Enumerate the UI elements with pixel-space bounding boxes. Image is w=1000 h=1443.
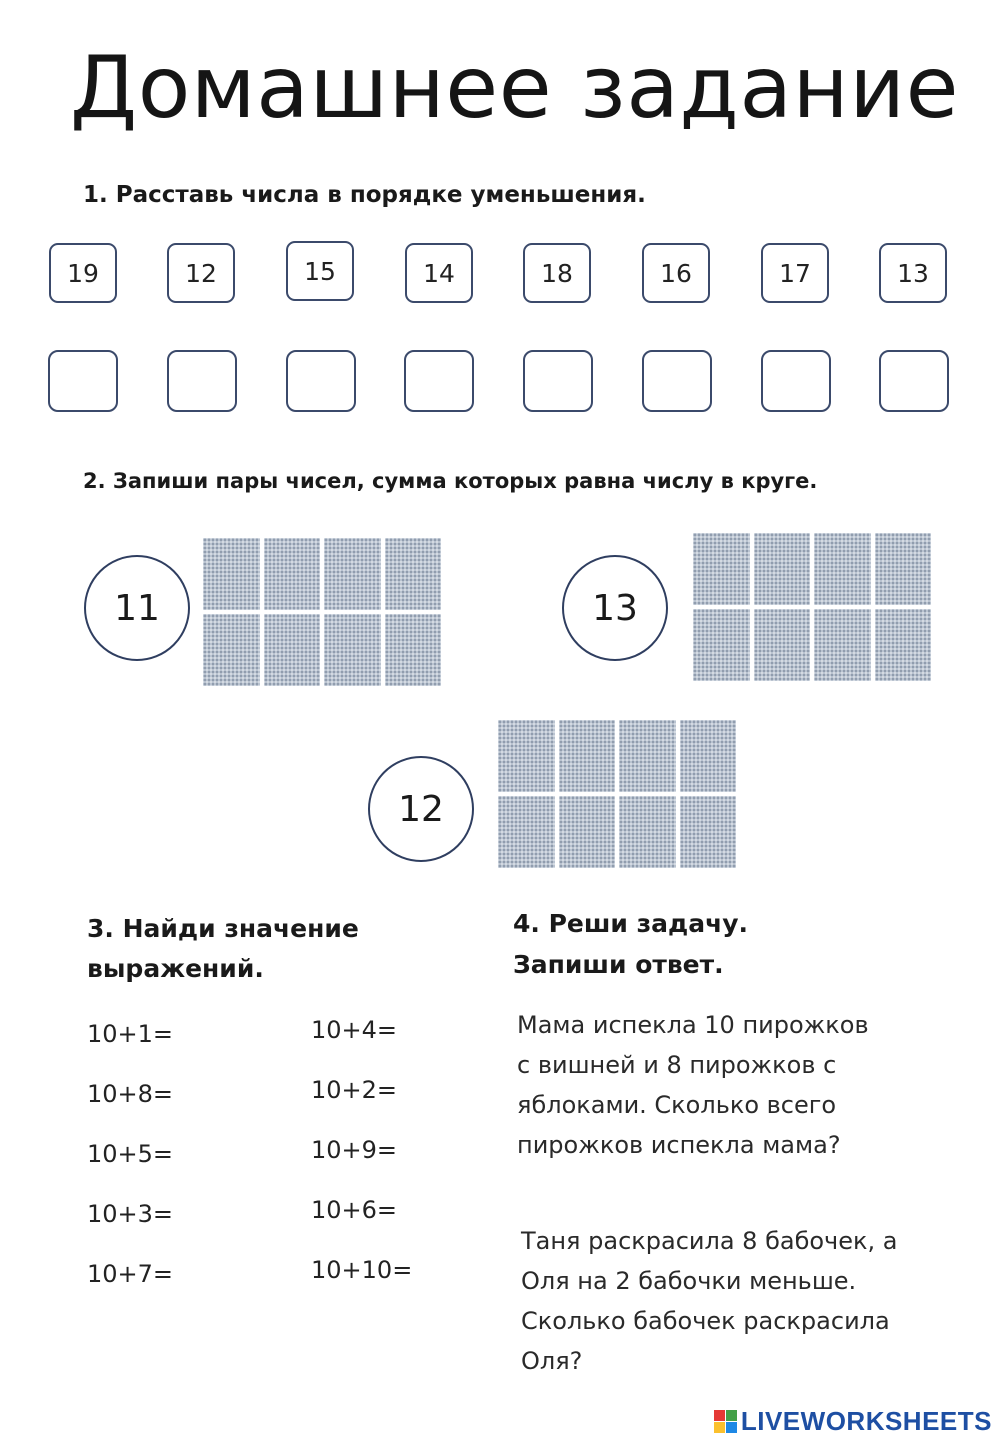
problem-line: с вишней и 8 пирожков с bbox=[517, 1051, 837, 1079]
task3-heading-line1: 3. Найди значение bbox=[87, 914, 359, 943]
logo-blocks-icon bbox=[714, 1410, 737, 1433]
number-box: 14 bbox=[405, 243, 473, 303]
sum-circle: 11 bbox=[84, 555, 190, 661]
liveworksheets-logo bbox=[714, 1406, 992, 1437]
pairs-answer-grid[interactable] bbox=[498, 720, 736, 868]
pairs-answer-grid[interactable] bbox=[693, 533, 931, 681]
logo-block bbox=[714, 1410, 725, 1421]
answer-cell[interactable] bbox=[385, 614, 442, 686]
answer-cell[interactable] bbox=[814, 609, 871, 681]
answer-cell[interactable] bbox=[559, 796, 616, 868]
word-problem-2 bbox=[521, 1221, 897, 1381]
pairs-answer-grid[interactable] bbox=[203, 538, 441, 686]
answer-cell[interactable] bbox=[680, 796, 737, 868]
answer-box[interactable] bbox=[286, 350, 356, 412]
expression: 10+1= bbox=[87, 1020, 174, 1048]
expression: 10+10= bbox=[311, 1256, 413, 1284]
answer-cell[interactable] bbox=[203, 538, 260, 610]
answer-cell[interactable] bbox=[754, 609, 811, 681]
answer-cell[interactable] bbox=[498, 720, 555, 792]
answer-cell[interactable] bbox=[264, 614, 321, 686]
brand-name: LIVEWORKSHEETS bbox=[740, 1406, 992, 1436]
answer-cell[interactable] bbox=[203, 614, 260, 686]
answer-cell[interactable] bbox=[385, 538, 442, 610]
expression: 10+7= bbox=[87, 1260, 174, 1288]
number-box: 15 bbox=[286, 241, 354, 301]
answer-cell[interactable] bbox=[324, 614, 381, 686]
task4-heading-line2: Запиши ответ. bbox=[513, 950, 724, 979]
answer-box[interactable] bbox=[48, 350, 118, 412]
answer-cell[interactable] bbox=[693, 609, 750, 681]
number-box: 19 bbox=[49, 243, 117, 303]
problem-line: Мама испекла 10 пирожков bbox=[517, 1011, 869, 1039]
expression: 10+3= bbox=[87, 1200, 174, 1228]
answer-cell[interactable] bbox=[264, 538, 321, 610]
task4-heading-line1: 4. Реши задачу. bbox=[513, 909, 749, 938]
answer-cell[interactable] bbox=[875, 609, 932, 681]
logo-block bbox=[726, 1410, 737, 1421]
number-box: 13 bbox=[879, 243, 947, 303]
sum-circle: 13 bbox=[562, 555, 668, 661]
problem-line: Сколько бабочек раскрасила bbox=[521, 1307, 890, 1335]
number-box: 16 bbox=[642, 243, 710, 303]
number-box: 18 bbox=[523, 243, 591, 303]
expression: 10+4= bbox=[311, 1016, 398, 1044]
answer-cell[interactable] bbox=[875, 533, 932, 605]
problem-line: Оля на 2 бабочки меньше. bbox=[521, 1267, 857, 1295]
expression: 10+9= bbox=[311, 1136, 398, 1164]
answer-cell[interactable] bbox=[814, 533, 871, 605]
logo-block bbox=[726, 1422, 737, 1433]
expression: 10+2= bbox=[311, 1076, 398, 1104]
task2-heading: 2. Запиши пары чисел, сумма которых равна числу в круге. bbox=[83, 469, 818, 493]
answer-cell[interactable] bbox=[680, 720, 737, 792]
answer-box[interactable] bbox=[879, 350, 949, 412]
expression: 10+5= bbox=[87, 1140, 174, 1168]
problem-line: яблоками. Сколько всего bbox=[517, 1091, 837, 1119]
answer-cell[interactable] bbox=[693, 533, 750, 605]
answer-cell[interactable] bbox=[619, 720, 676, 792]
expression: 10+8= bbox=[87, 1080, 174, 1108]
word-problem-1 bbox=[517, 1005, 869, 1165]
problem-line: Оля? bbox=[521, 1347, 583, 1375]
answer-cell[interactable] bbox=[324, 538, 381, 610]
answer-box[interactable] bbox=[642, 350, 712, 412]
number-box: 12 bbox=[167, 243, 235, 303]
answer-cell[interactable] bbox=[559, 720, 616, 792]
problem-line: пирожков испекла мама? bbox=[517, 1131, 841, 1159]
answer-box[interactable] bbox=[404, 350, 474, 412]
expression: 10+6= bbox=[311, 1196, 398, 1224]
answer-cell[interactable] bbox=[498, 796, 555, 868]
answer-cell[interactable] bbox=[754, 533, 811, 605]
problem-line: Таня раскрасила 8 бабочек, а bbox=[521, 1227, 898, 1255]
answer-box[interactable] bbox=[167, 350, 237, 412]
number-box: 17 bbox=[761, 243, 829, 303]
sum-circle: 12 bbox=[368, 756, 474, 862]
answer-box[interactable] bbox=[761, 350, 831, 412]
task3-heading-line2: выражений. bbox=[87, 954, 264, 983]
answer-cell[interactable] bbox=[619, 796, 676, 868]
task1-heading: 1. Расставь числа в порядке уменьшения. bbox=[83, 182, 646, 208]
page-title: Домашнее задание bbox=[70, 38, 960, 138]
logo-block bbox=[714, 1422, 725, 1433]
answer-box[interactable] bbox=[523, 350, 593, 412]
